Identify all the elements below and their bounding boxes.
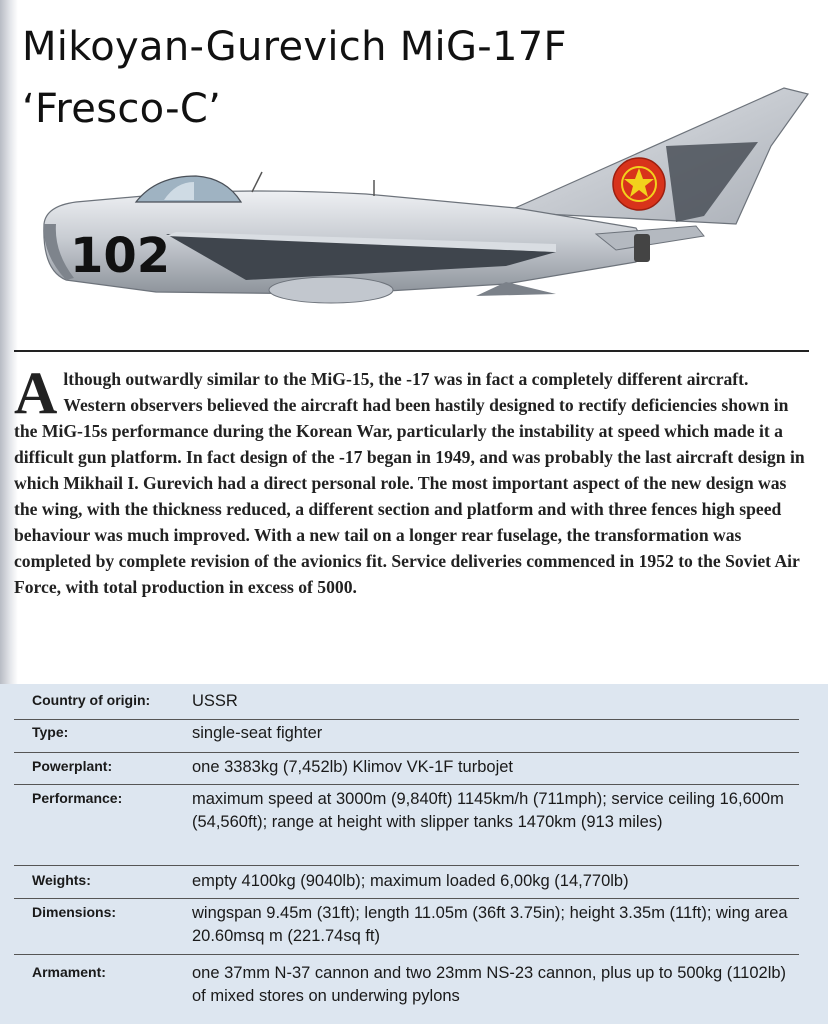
spec-value: wingspan 9.45m (31ft); length 11.05m (36ft 3.75in); height 3.35m (11ft); wing area 20.60msq m (221.74sq ft) [192, 904, 788, 945]
tail-number: 102 [70, 228, 171, 284]
spec-value: empty 4100kg (9040lb); maximum loaded 6,00kg (14,770lb) [192, 872, 629, 890]
aircraft-illustration [36, 84, 816, 310]
spec-label: Weights: [32, 872, 91, 888]
spec-label: Armament: [32, 964, 106, 980]
page-subtitle: ‘Fresco-C’ [22, 86, 222, 132]
spec-value: USSR [192, 692, 238, 710]
spec-label: Performance: [32, 790, 123, 806]
intro-text: lthough outwardly similar to the MiG-15, the -17 was in fact a completely different aircraft. Western observers believed the aircraft had been hastily designed to rectify deficiencies shown in the MiG-15s performance during the Korean War, particularly the instability at speed which made it a difficult gun platform. In fact design of the -17 began in 1949, and was probably the last aircraft design in which Mikhail I. Gurevich had a direct personal role. The most important aspect of the new design was the wing, with the thickness reduced, a different section and platform and with three fences high speed behaviour was much improved. With a new tail on a longer rear fuselage, the transformation was completed by complete revision of the avionics fit. Service deliveries commenced in 1952 to the Soviet Air Force, with total production in excess of 5000. [14, 369, 805, 597]
spec-value: single-seat fighter [192, 724, 323, 742]
spec-label: Country of origin: [32, 692, 151, 708]
spec-label: Type: [32, 724, 69, 740]
spec-value: maximum speed at 3000m (9,840ft) 1145km/h (711mph); service ceiling 16,600m (54,560ft); range at height with slipper tanks 1470km (913 miles) [192, 790, 784, 831]
spec-value: one 37mm N-37 cannon and two 23mm NS-23 cannon, plus up to 500kg (1102lb) of mixed stores on underwing pylons [192, 964, 787, 1005]
spec-label: Dimensions: [32, 904, 117, 920]
page-title: Mikoyan-Gurevich MiG-17F [22, 24, 567, 70]
intro-paragraph [14, 360, 814, 600]
section-divider [14, 350, 809, 352]
spec-value: one 3383kg (7,452lb) Klimov VK-1F turbojet [192, 758, 514, 776]
specifications-panel [0, 684, 828, 1024]
drop-cap: A [14, 360, 58, 426]
spec-label: Powerplant: [32, 758, 113, 774]
drop-tank [269, 277, 393, 303]
